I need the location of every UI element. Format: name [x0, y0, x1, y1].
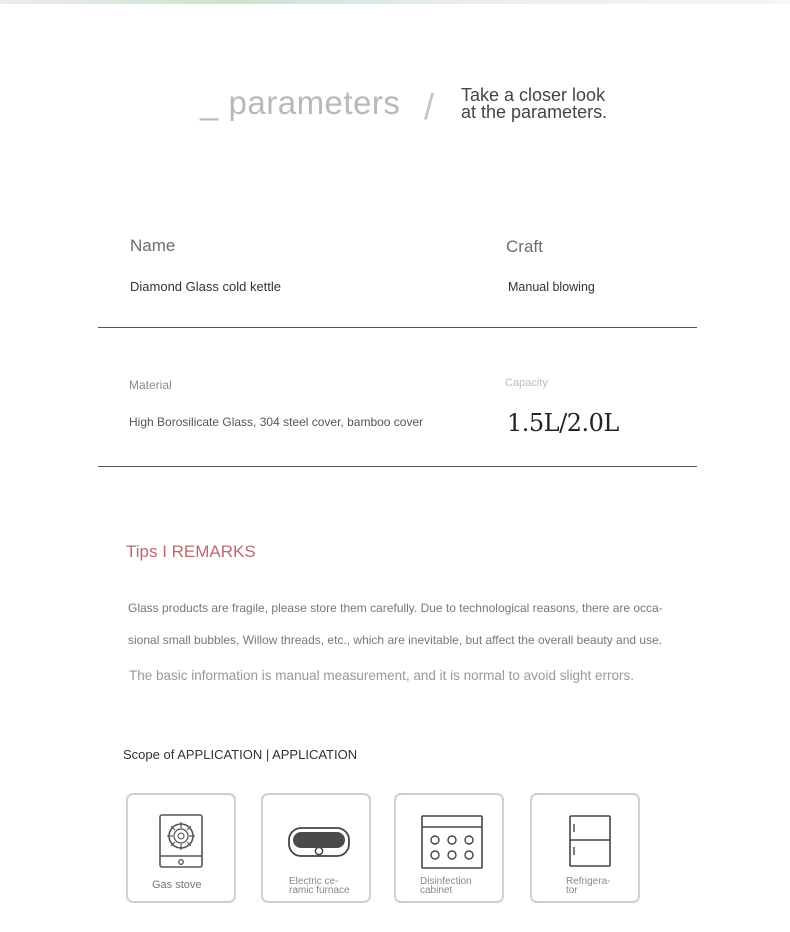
disinfection-cabinet-icon: [420, 814, 484, 870]
row-divider-1: [98, 327, 697, 328]
name-label: Name: [130, 236, 176, 255]
tips-line-1: Glass products are fragile, please store them carefully. Due to technological reasons, there are occa-: [128, 601, 663, 615]
tips-line-2: sional small bubbles, Willow threads, etc., which are inevitable, but affect the overall beauty and use.: [128, 633, 663, 647]
top-decorative-strip: [0, 0, 790, 4]
craft-value: Manual blowing: [508, 280, 595, 294]
scope-title: Scope of APPLICATION | APPLICATION: [123, 747, 358, 762]
gas-stove-label: Gas stove: [152, 879, 202, 891]
subtitle-line-1: Take a closer look: [461, 85, 606, 105]
section-subtitle: [461, 87, 607, 121]
scope-card-disinfection-cabinet: [394, 793, 504, 903]
craft-label: Craft: [506, 237, 543, 256]
scope-card-electric-ceramic-furnace: [261, 793, 371, 903]
tips-note: The basic information is manual measurement, and it is normal to avoid slight errors.: [129, 668, 634, 683]
scope-card-gas-stove: [126, 793, 236, 903]
capacity-value: 1.5L/2.0L: [507, 409, 619, 437]
scope-card-refrigerator: [530, 793, 640, 903]
refrigerator-icon: [568, 814, 612, 868]
name-value: Diamond Glass cold kettle: [130, 279, 282, 294]
subtitle-line-2: at the parameters.: [461, 102, 608, 122]
row-divider-2: [98, 466, 697, 467]
tips-text: [128, 592, 688, 656]
electric-ceramic-furnace-label: Electric ce- ramic furnace: [289, 876, 350, 896]
material-label: Material: [129, 378, 172, 392]
material-value: High Borosilicate Glass, 304 steel cover, bamboo cover: [129, 415, 424, 429]
electric-ceramic-furnace-icon: [287, 825, 351, 859]
tips-title: Tips I REMARKS: [126, 542, 256, 561]
title-divider-slash: /: [424, 86, 435, 127]
refrigerator-label: Refrigera- tor: [566, 876, 611, 896]
capacity-label: Capacity: [505, 377, 548, 389]
section-title: _ parameters: [200, 84, 401, 121]
gas-stove-icon: [158, 813, 204, 869]
disinfection-cabinet-label: Disinfection cabinet: [420, 876, 472, 896]
